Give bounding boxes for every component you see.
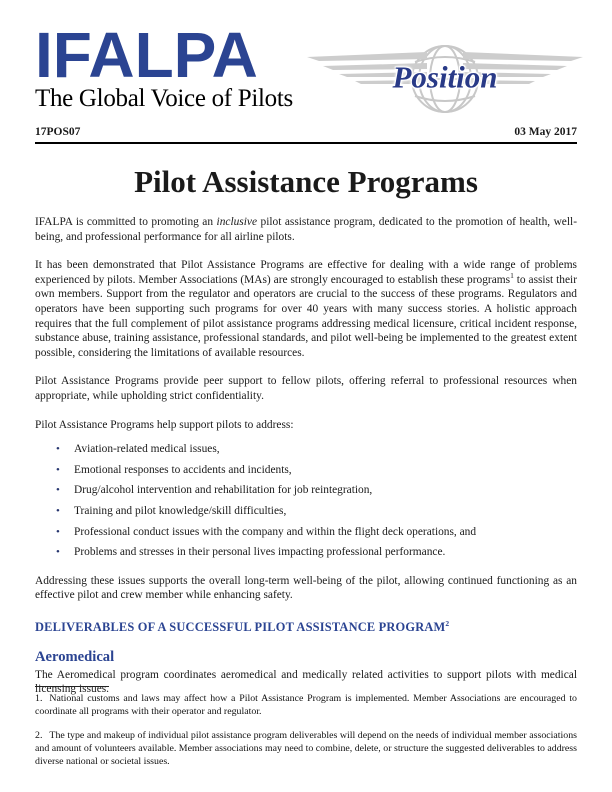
position-badge	[307, 42, 583, 116]
address-list	[35, 442, 577, 560]
doc-date: 03 May 2017	[514, 126, 577, 138]
peer-support-paragraph: Pilot Assistance Programs provide peer support to fellow pilots, offering referral to professional resources when appropriate, while upholding strict confidentiality.	[35, 375, 577, 402]
demonstrated-post: to assist their own members. Support from the regulator and operators are crucial to the success of these programs. Regulators and operators have been supporting such programs for over 40 years with many success stories. A holistic approach requires that the full complement of pilot assistance programs addressing medical licensure, critical incident response, substance abuse, training assistance, professional standards, and pilot well-being be implemented to the greatest extent possible, considering the limitations of available resources.	[35, 273, 577, 359]
intro-paragraph	[35, 215, 577, 244]
list-item	[56, 504, 577, 519]
list-item-label: Emotional responses to accidents and incidents,	[74, 463, 292, 476]
aeromedical-paragraph: The Aeromedical program coordinates aeromedical and medically related activities to support pilots with medical licensing issues.	[35, 668, 577, 696]
list-item	[56, 463, 577, 478]
doc-meta	[35, 126, 577, 139]
long-term-paragraph: Addressing these issues supports the overall long-term well-being of the pilot, allowing continued functioning as an effective pilot and crew member while enhancing safety.	[35, 574, 577, 602]
aeromedical-heading: Aeromedical	[35, 648, 115, 665]
bullet-icon: •	[56, 484, 60, 497]
list-item-label: Drug/alcohol intervention and rehabilitation for job reintegration,	[74, 484, 373, 497]
address-intro-paragraph: Pilot Assistance Programs help support pilots to address:	[35, 418, 294, 431]
deliverables-heading	[35, 620, 577, 635]
list-item	[56, 483, 577, 498]
intro-post: pilot assistance program, dedicated to the promotion of health, well-being, and professional performance for all airline pilots.	[35, 216, 577, 243]
list-item	[56, 545, 577, 560]
footnotes-section	[35, 686, 577, 779]
footnote-ref-1: 1	[510, 270, 514, 280]
list-item-label: Problems and stresses in their personal lives impacting professional performance.	[74, 546, 446, 559]
list-item-label: Aviation-related medical issues,	[74, 443, 220, 456]
bullet-icon: •	[56, 443, 60, 456]
list-item	[56, 525, 577, 540]
demonstrated-paragraph	[35, 258, 577, 360]
demonstrated-pre: It has been demonstrated that Pilot Assistance Programs are effective for dealing with a wide range of problems experienced by pilots. Member Associations (MAs) are strongly encouraged to establish these programs	[35, 259, 577, 286]
intro-emphasis: inclusive	[216, 216, 258, 228]
list-item	[56, 442, 577, 457]
footnote-ref-2: 2	[445, 618, 450, 628]
footnote-rule	[35, 686, 109, 687]
header	[35, 19, 577, 118]
badge-label: Position	[392, 59, 498, 95]
bullet-icon: •	[56, 504, 60, 517]
bullet-icon: •	[56, 463, 60, 476]
doc-number: 17POS07	[35, 126, 81, 138]
header-rule	[35, 142, 577, 144]
list-item-label: Professional conduct issues with the company and within the flight deck operations, and	[74, 525, 477, 538]
bullet-icon: •	[56, 525, 60, 538]
footnote-1	[35, 692, 577, 718]
footnote-text: The type and makeup of individual pilot assistance program deliverables will depend on the needs of individual member associations and amount of volunteers available. Member associations may need to combine, delete, or structure the suggested deliverables to address diverse national or societal issues.	[35, 730, 577, 767]
intro-pre: IFALPA is committed to promoting an	[35, 216, 217, 228]
document-body	[0, 164, 612, 697]
bullet-icon: •	[56, 546, 60, 559]
footnote-number: 2.	[35, 730, 43, 741]
footnote-2	[35, 729, 577, 768]
footnote-text: National customs and laws may affect how a Pilot Assistance Program is implemented. Member Associations are encouraged to coordinate all programs with their operator and regulator.	[35, 693, 577, 717]
deliverables-heading-text: DELIVERABLES OF A SUCCESSFUL PILOT ASSISTANCE PROGRAM	[35, 619, 446, 634]
ifalpa-logo: IFALPA	[35, 19, 258, 91]
page-title: Pilot Assistance Programs	[134, 164, 478, 199]
footnote-number: 1.	[35, 693, 43, 704]
list-item-label: Training and pilot knowledge/skill difficulties,	[74, 504, 287, 517]
ifalpa-tagline: The Global Voice of Pilots	[35, 85, 293, 112]
